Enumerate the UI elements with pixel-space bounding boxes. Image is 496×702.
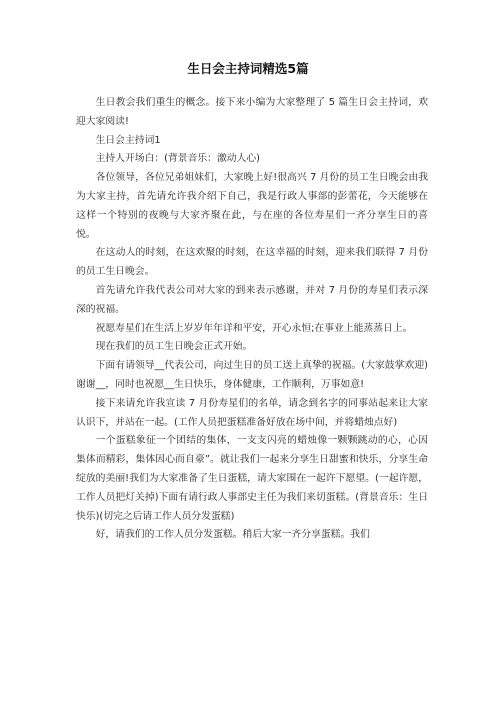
body-paragraph: 好，请我们的工作人员分发蛋糕。稍后大家一齐分享蛋糕。我们 (95, 529, 370, 541)
body-paragraph: 接下来请允许我宣读 7 月份寿星们的名单，请念到名字的同事站起来让大家认识下，并站在一起。(工作人员把蛋糕准备好放在场中间，并将蜡烛点好) (76, 397, 428, 428)
body-paragraph: 首先请允许我代表公司对大家的到来表示感谢，并对 7 月份的寿星们表示深深的祝福。 (76, 284, 428, 315)
body-paragraph: 祝愿寿星们在生活上岁岁年年详和平安，开心永恒;在事业上能蒸蒸日上。 (95, 322, 413, 334)
body-paragraph: 现在我们的员工生日晚会正式开始。 (95, 341, 253, 353)
body-paragraph: 下面有请领导__代表公司，向过生日的员工送上真挚的祝福。(大家鼓掌欢迎) 谢谢__，同时也祝愿__生日快乐，身体健康，工作顺利，万事如意! (76, 360, 428, 390)
body-paragraph: 一个蛋糕象征一个团结的集体，一支支闪亮的蜡烛像一颗颗跳动的心，心因集体而精彩，集体因心而自豪”。就让我们一起来分享生日甜蜜和快乐，分享生命绽放的美丽!我们为大家准备了生日蛋糕，请大家围在一起许下愿望。(一起许愿，工作人员把灯关掉)下面有请行政人事部史主任为我们来切蛋糕。(背景音乐：生日快乐)(切完之后请工作人员分发蛋糕) (76, 435, 428, 522)
body-paragraph: 在这动人的时刻，在这欢聚的时刻，在这幸福的时刻，迎来我们联得 7 月份的员工生日晚会。 (76, 247, 428, 278)
document-title: 生日会主持词精选5篇 (187, 61, 309, 76)
section-heading: 生日会主持词1 (95, 134, 161, 146)
host-opening-line: 主持人开场白：(背景音乐：激动人心) (95, 153, 260, 165)
document-body (76, 94, 428, 545)
body-paragraph: 各位领导，各位兄弟姐妹们，大家晚上好!很高兴 7 月份的员工生日晚会由我为大家主持，首先请允许我介绍下自己，我是行政人事部的彭蕾花，今天能够在这样一个特别的夜晚与大家齐聚在此，与在座的各位寿星们一齐分享生日的喜悦。 (76, 172, 428, 240)
intro-paragraph: 生日教会我们重生的概念。接下来小编为大家整理了 5 篇生日会主持词，欢迎大家阅读! (76, 97, 428, 127)
